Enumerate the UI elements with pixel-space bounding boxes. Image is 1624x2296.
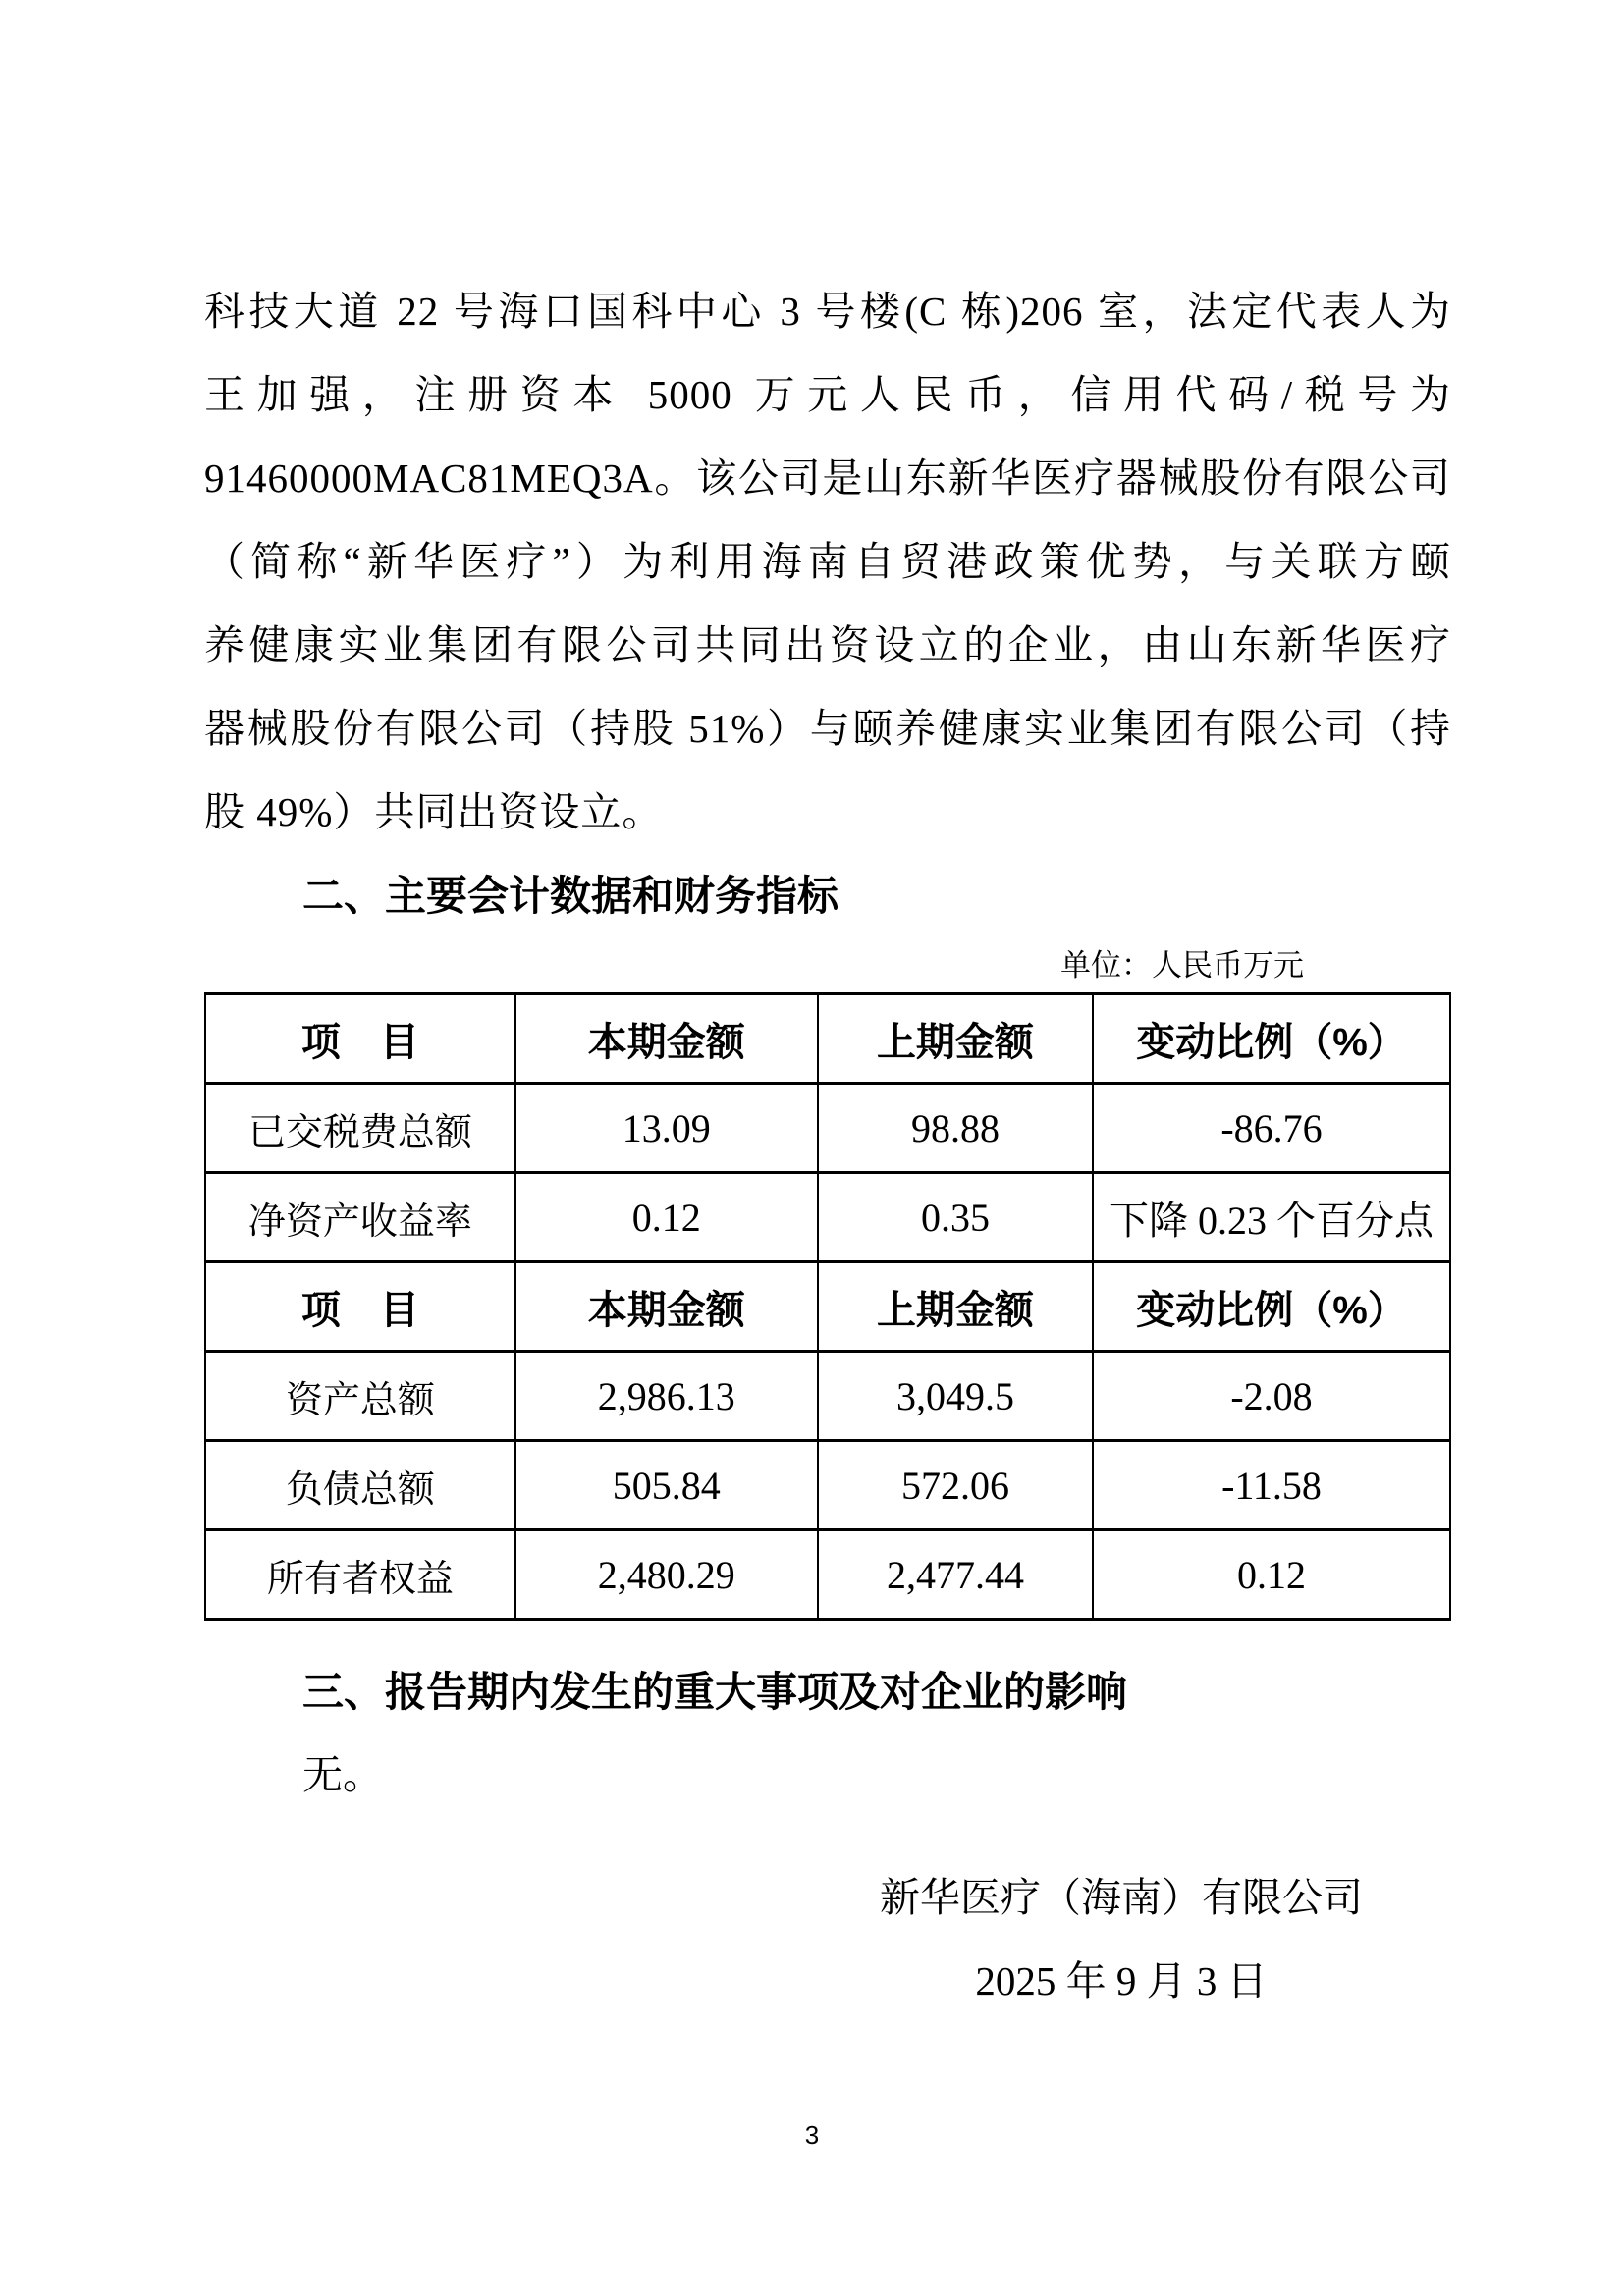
paragraph-line: 养健康实业集团有限公司共同出资设立的企业，由山东新华医疗	[204, 622, 1451, 667]
table-cell: 98.88	[818, 1084, 1093, 1173]
page-number: 3	[804, 2120, 820, 2150]
table-header-row	[205, 1262, 1450, 1352]
table-cell: 3,049.5	[818, 1352, 1093, 1441]
table-row	[205, 1441, 1450, 1530]
section2-heading: 二、主要会计数据和财务指标	[302, 873, 839, 919]
table-cell: 0.12	[1093, 1530, 1450, 1620]
table-cell: 所有者权益	[205, 1530, 515, 1620]
table-header-cell: 本期金额	[515, 994, 818, 1084]
table-header-cell: 项 目	[205, 1262, 515, 1352]
paragraph-line: 器械股份有限公司（持股 51%）与颐养健康实业集团有限公司（持	[204, 706, 1451, 751]
table-cell: 505.84	[515, 1441, 818, 1530]
table-cell: 572.06	[818, 1441, 1093, 1530]
table-cell: 净资产收益率	[205, 1173, 515, 1262]
table-cell: 2,480.29	[515, 1530, 818, 1620]
table-cell: 2,477.44	[818, 1530, 1093, 1620]
financial-table	[204, 992, 1451, 1621]
table-header-row	[205, 994, 1450, 1084]
signature-block	[880, 1856, 1363, 2023]
table-cell: -2.08	[1093, 1352, 1450, 1441]
table-row	[205, 1084, 1450, 1173]
section3-body: 无。	[302, 1752, 383, 1797]
table-row	[205, 1173, 1450, 1262]
table-header-cell: 上期金额	[818, 994, 1093, 1084]
table-header-cell: 项 目	[205, 994, 515, 1084]
table-cell: 资产总额	[205, 1352, 515, 1441]
table-cell: -86.76	[1093, 1084, 1450, 1173]
intro-paragraph	[204, 270, 1451, 854]
table-row	[205, 1352, 1450, 1441]
document-content	[204, 270, 1451, 2023]
financial-table-body	[205, 994, 1450, 1620]
table-cell: 下降 0.23 个百分点	[1093, 1173, 1450, 1262]
paragraph-line: （简称“新华医疗”）为利用海南自贸港政策优势，与关联方颐	[204, 539, 1451, 584]
paragraph-line: 91460000MAC81MEQ3A。该公司是山东新华医疗器械股份有限公司	[204, 455, 1451, 501]
paragraph-line: 科技大道 22 号海口国科中心 3 号楼(C 栋)206 室，法定代表人为	[204, 289, 1451, 334]
section3-heading: 三、报告期内发生的重大事项及对企业的影响	[302, 1669, 1128, 1715]
table-unit-note: 单位：人民币万元	[1060, 948, 1304, 983]
table-header-cell: 本期金额	[515, 1262, 818, 1352]
table-header-cell: 变动比例（%）	[1093, 1262, 1450, 1352]
paragraph-line: 王加强，注册资本 5000 万元人民币，信用代码/税号为	[204, 372, 1451, 417]
signature-company: 新华医疗（海南）有限公司	[880, 1875, 1363, 1920]
signature-date: 2025 年 9 月 3 日	[975, 1958, 1268, 2003]
table-cell: -11.58	[1093, 1441, 1450, 1530]
table-cell: 2,986.13	[515, 1352, 818, 1441]
table-cell: 已交税费总额	[205, 1084, 515, 1173]
table-cell: 负债总额	[205, 1441, 515, 1530]
table-cell: 0.35	[818, 1173, 1093, 1262]
table-cell: 0.12	[515, 1173, 818, 1262]
paragraph-line: 股 49%）共同出资设立。	[204, 789, 664, 834]
table-row	[205, 1530, 1450, 1620]
table-header-cell: 变动比例（%）	[1093, 994, 1450, 1084]
table-cell: 13.09	[515, 1084, 818, 1173]
table-header-cell: 上期金额	[818, 1262, 1093, 1352]
